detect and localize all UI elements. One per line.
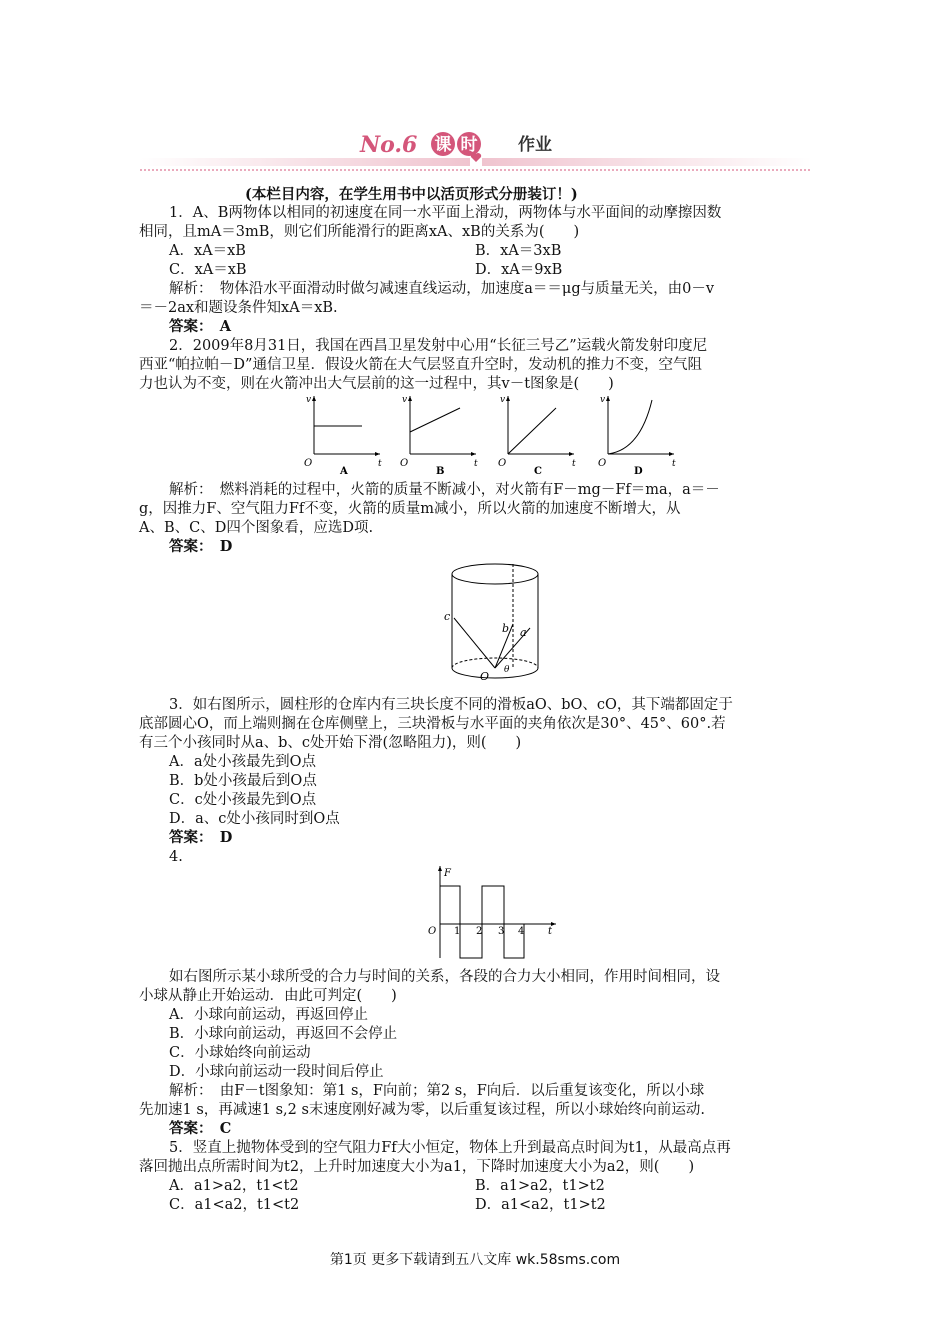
svg-text:θ: θ xyxy=(504,665,510,675)
graph-b-label: B xyxy=(436,466,445,477)
svg-text:O: O xyxy=(304,458,313,469)
q3-option-b: B．b处小孩最后到O点 xyxy=(169,773,317,789)
q5-option-a: A．a1>a2，t1<t2 xyxy=(169,1178,299,1194)
q1-option-d: D．xA＝9xB xyxy=(475,262,563,278)
q3-answer: 答案： D xyxy=(169,829,233,846)
q3-stem-line3: 有三个小孩同时从a、b、c处开始下滑(忽略阻力)，则( ) xyxy=(139,735,522,751)
lesson-number: No.6 xyxy=(360,132,418,158)
q2-stem-line1: 2．2009年8月31日，我国在西昌卫星发射中心用“长征三号乙”运载火箭发射印度尼 xyxy=(169,338,708,354)
svg-text:c: c xyxy=(444,610,451,623)
q4-stem-line2: 小球从静止开始运动．由此可判定( ) xyxy=(139,988,397,1004)
q1-analysis-line2: ＝－2ax和题设条件知xA＝xB. xyxy=(139,300,338,316)
q3-option-c: C．c处小孩最先到O点 xyxy=(169,792,317,808)
tick-2: 2 xyxy=(476,926,483,937)
q2-analysis-line1: 解析： 燃料消耗的过程中，火箭的质量不断减小，对火箭有F－mg－Ff＝ma，a＝－ xyxy=(169,482,720,498)
q3-cylinder-figure xyxy=(440,560,550,686)
graph-a-label: A xyxy=(340,466,348,477)
svg-text:v: v xyxy=(500,395,506,405)
homework-label: 作业 xyxy=(518,135,552,155)
q5-stem-line2: 落回抛出点所需时间为t2，上升时加速度大小为a1，下降时加速度大小为a2，则( ) xyxy=(139,1159,695,1175)
q2-stem-line3: 力也认为不变，则在火箭冲出大气层前的这一过程中，其v－t图象是( ) xyxy=(139,376,614,392)
q2-vt-graphs xyxy=(300,392,690,478)
graph-c xyxy=(498,395,576,477)
svg-text:v: v xyxy=(306,395,312,405)
q4-analysis-line1: 解析： 由F－t图象知：第1 s，F向前；第2 s，F向后．以后重复该变化，所以小球 xyxy=(169,1083,705,1099)
q5-option-b: B．a1>a2，t1>t2 xyxy=(475,1178,605,1194)
svg-text:O: O xyxy=(498,458,507,469)
q4-option-d: D．小球向前运动一段时间后停止 xyxy=(169,1064,384,1080)
svg-text:a: a xyxy=(520,626,527,639)
svg-text:v: v xyxy=(600,395,606,405)
q1-option-c: C．xA＝xB xyxy=(169,262,247,278)
graph-b xyxy=(400,395,478,477)
q4-option-c: C．小球始终向前运动 xyxy=(169,1045,311,1061)
svg-text:O: O xyxy=(598,458,607,469)
svg-text:时: 时 xyxy=(460,135,478,155)
q4-stem-line1: 如右图所示某小球所受的合力与时间的关系，各段的合力大小相同，作用时间相同，设 xyxy=(169,969,720,985)
q4-answer: 答案： C xyxy=(169,1120,232,1137)
svg-text:F: F xyxy=(444,868,451,879)
svg-text:t: t xyxy=(474,459,478,469)
page-footer: 第1页 更多下载请到五八文库 wk.58sms.com xyxy=(329,1252,621,1268)
graph-c-label: C xyxy=(534,466,542,477)
svg-text:O: O xyxy=(400,458,409,469)
q1-stem-line2: 相同，且mA＝3mB，则它们所能滑行的距离xA、xB的关系为( ) xyxy=(139,224,580,240)
svg-text:t: t xyxy=(548,926,553,937)
graph-d xyxy=(598,395,676,477)
q4-option-b: B．小球向前运动，再返回不会停止 xyxy=(169,1026,398,1042)
q2-answer: 答案： D xyxy=(169,538,233,555)
q3-stem-line1: 3．如右图所示，圆柱形的仓库内有三块长度不同的滑板aO、bO、cO，其下端都固定于 xyxy=(169,697,733,713)
q4-option-a: A．小球向前运动，再返回停止 xyxy=(169,1007,368,1023)
q4-number: 4. xyxy=(169,849,183,865)
tick-1: 1 xyxy=(454,926,461,937)
q2-analysis-line3: A、B、C、D四个图象看，应选D项. xyxy=(139,520,374,536)
binding-note: (本栏目内容，在学生用书中以活页形式分册装订！) xyxy=(245,186,578,203)
q1-stem-line1: 1．A、B两物体以相同的初速度在同一水平面上滑动，两物体与水平面间的动摩擦因数 xyxy=(169,205,722,221)
q4-force-time-graph xyxy=(426,862,564,962)
svg-text:t: t xyxy=(378,459,382,469)
q1-answer: 答案： A xyxy=(169,318,231,335)
graph-a xyxy=(304,395,382,477)
svg-text:t: t xyxy=(672,459,676,469)
q3-stem-line2: 底部圆心O，而上端则搁在仓库侧壁上，三块滑板与水平面的夹角依次是30°、45°、60°.若 xyxy=(139,716,726,732)
svg-text:v: v xyxy=(402,395,408,405)
q3-option-d: D．a、c处小孩同时到O点 xyxy=(169,811,340,827)
q5-stem-line1: 5．竖直上抛物体受到的空气阻力Ff大小恒定，物体上升到最高点时间为t1，从最高点再 xyxy=(169,1140,731,1156)
q2-stem-line2: 西亚“帕拉帕－D”通信卫星．假设火箭在大气层竖直升空时，发动机的推力不变，空气阻 xyxy=(139,357,702,373)
tick-3: 3 xyxy=(498,926,505,937)
q5-option-c: C．a1<a2，t1<t2 xyxy=(169,1197,300,1213)
svg-text:O: O xyxy=(480,670,490,683)
q3-option-a: A．a处小孩最先到O点 xyxy=(169,754,317,770)
svg-text:t: t xyxy=(572,459,576,469)
q5-option-d: D．a1<a2，t1>t2 xyxy=(475,1197,606,1213)
q1-option-b: B．xA＝3xB xyxy=(475,243,562,259)
graph-d-label: D xyxy=(634,466,643,477)
q1-analysis-line1: 解析： 物体沿水平面滑动时做匀减速直线运动，加速度a＝＝μg与质量无关，由0－v xyxy=(169,281,715,297)
q4-analysis-line2: 先加速1 s，再减速1 s,2 s末速度刚好减为零，以后重复该过程，所以小球始终向前运动. xyxy=(139,1102,706,1118)
svg-text:O: O xyxy=(428,926,437,937)
q2-analysis-line2: g，因推力F、空气阻力Ff不变，火箭的质量m减小，所以火箭的加速度不断增大，从 xyxy=(139,501,681,517)
svg-text:b: b xyxy=(502,622,510,635)
tick-4: 4 xyxy=(518,926,525,937)
lesson-banner xyxy=(140,126,812,178)
q1-option-a: A．xA＝xB xyxy=(169,243,246,259)
svg-text:课: 课 xyxy=(434,135,452,155)
